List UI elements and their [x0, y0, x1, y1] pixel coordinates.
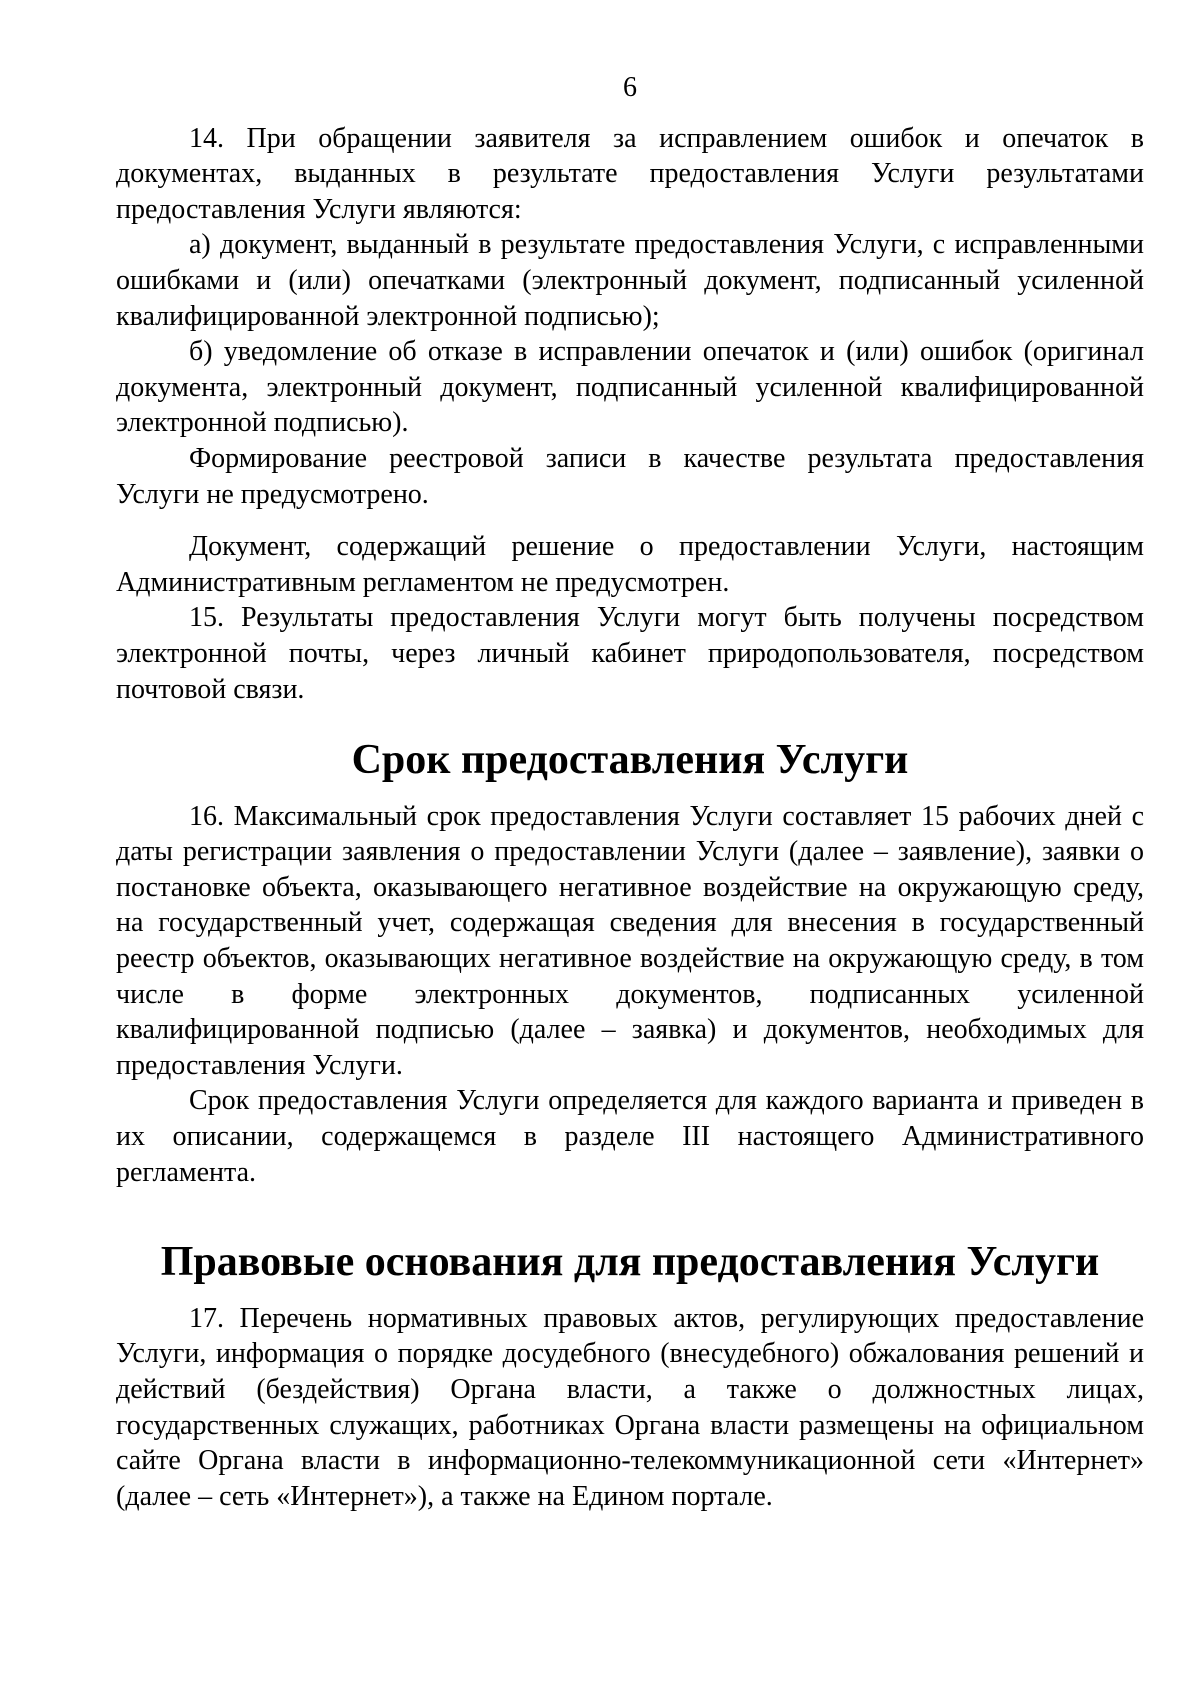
- heading-service-term: Срок предоставления Услуги: [351, 737, 909, 784]
- paragraph-decision-document: Документ, содержащий решение о предоставлении Услуги, настоящим Административным регламентом не предусмотрен.: [116, 531, 1144, 598]
- paragraph-14: 14. При обращении заявителя за исправлением ошибок и опечаток в документах, выданных в результате предоставления Услуги результатами предоставления Услуги являются:: [116, 122, 1144, 225]
- paragraph-15: 15. Результаты предоставления Услуги могут быть получены посредством электронной почты, через личный кабинет природопользователя, посредством почтовой связи.: [116, 602, 1144, 705]
- page-number: 6: [623, 72, 637, 103]
- heading-legal-grounds: Правовые основания для предоставления Услуги: [160, 1239, 1100, 1286]
- paragraph-16: 16. Максимальный срок предоставления Услуги составляет 15 рабочих дней с даты регистрации заявления о предоставлении Услуги (далее – заявление), заявки о постановке объекта, оказывающего негативное воздействие на окружающую среду, на государственный учет, содержащая сведения для внесения в государственный реестр объектов, оказывающих негативное воздействие на окружающую среду, в том числе в форме электронных документов, подписанных усиленной квалифицированной подписью (далее – заявка) и документов, необходимых для предоставления Услуги.: [116, 800, 1144, 1081]
- paragraph-17: 17. Перечень нормативных правовых актов, регулирующих предоставление Услуги, информация о порядке досудебного (внесудебного) обжалования решений и действий (бездействия) Органа власти, а также о должностных лицах, государственных служащих, работниках Органа власти размещены на официальном сайте Органа власти в информационно-телекоммуникационной сети «Интернет» (далее – сеть «Интернет»), а также на Едином портале.: [116, 1302, 1144, 1512]
- paragraph-14b: б) уведомление об отказе в исправлении опечаток и (или) ошибок (оригинал документа, электронный документ, подписанный усиленной квалифицированной электронной подписью).: [116, 336, 1144, 439]
- paragraph-14a: а) документ, выданный в результате предоставления Услуги, с исправленными ошибками и (или) опечатками (электронный документ, подписанный усиленной квалифицированной электронной подписью);: [116, 229, 1144, 332]
- paragraph-term-definition: Срок предоставления Услуги определяется для каждого варианта и приведен в их описании, содержащемся в разделе III настоящего Административного регламента.: [116, 1085, 1144, 1188]
- document-page: [116, 70, 1144, 1514]
- paragraph-registry-record: Формирование реестровой записи в качестве результата предоставления Услуги не предусмотрено.: [116, 442, 1144, 510]
- spacer: [116, 1190, 1144, 1245]
- spacer: [116, 512, 1144, 529]
